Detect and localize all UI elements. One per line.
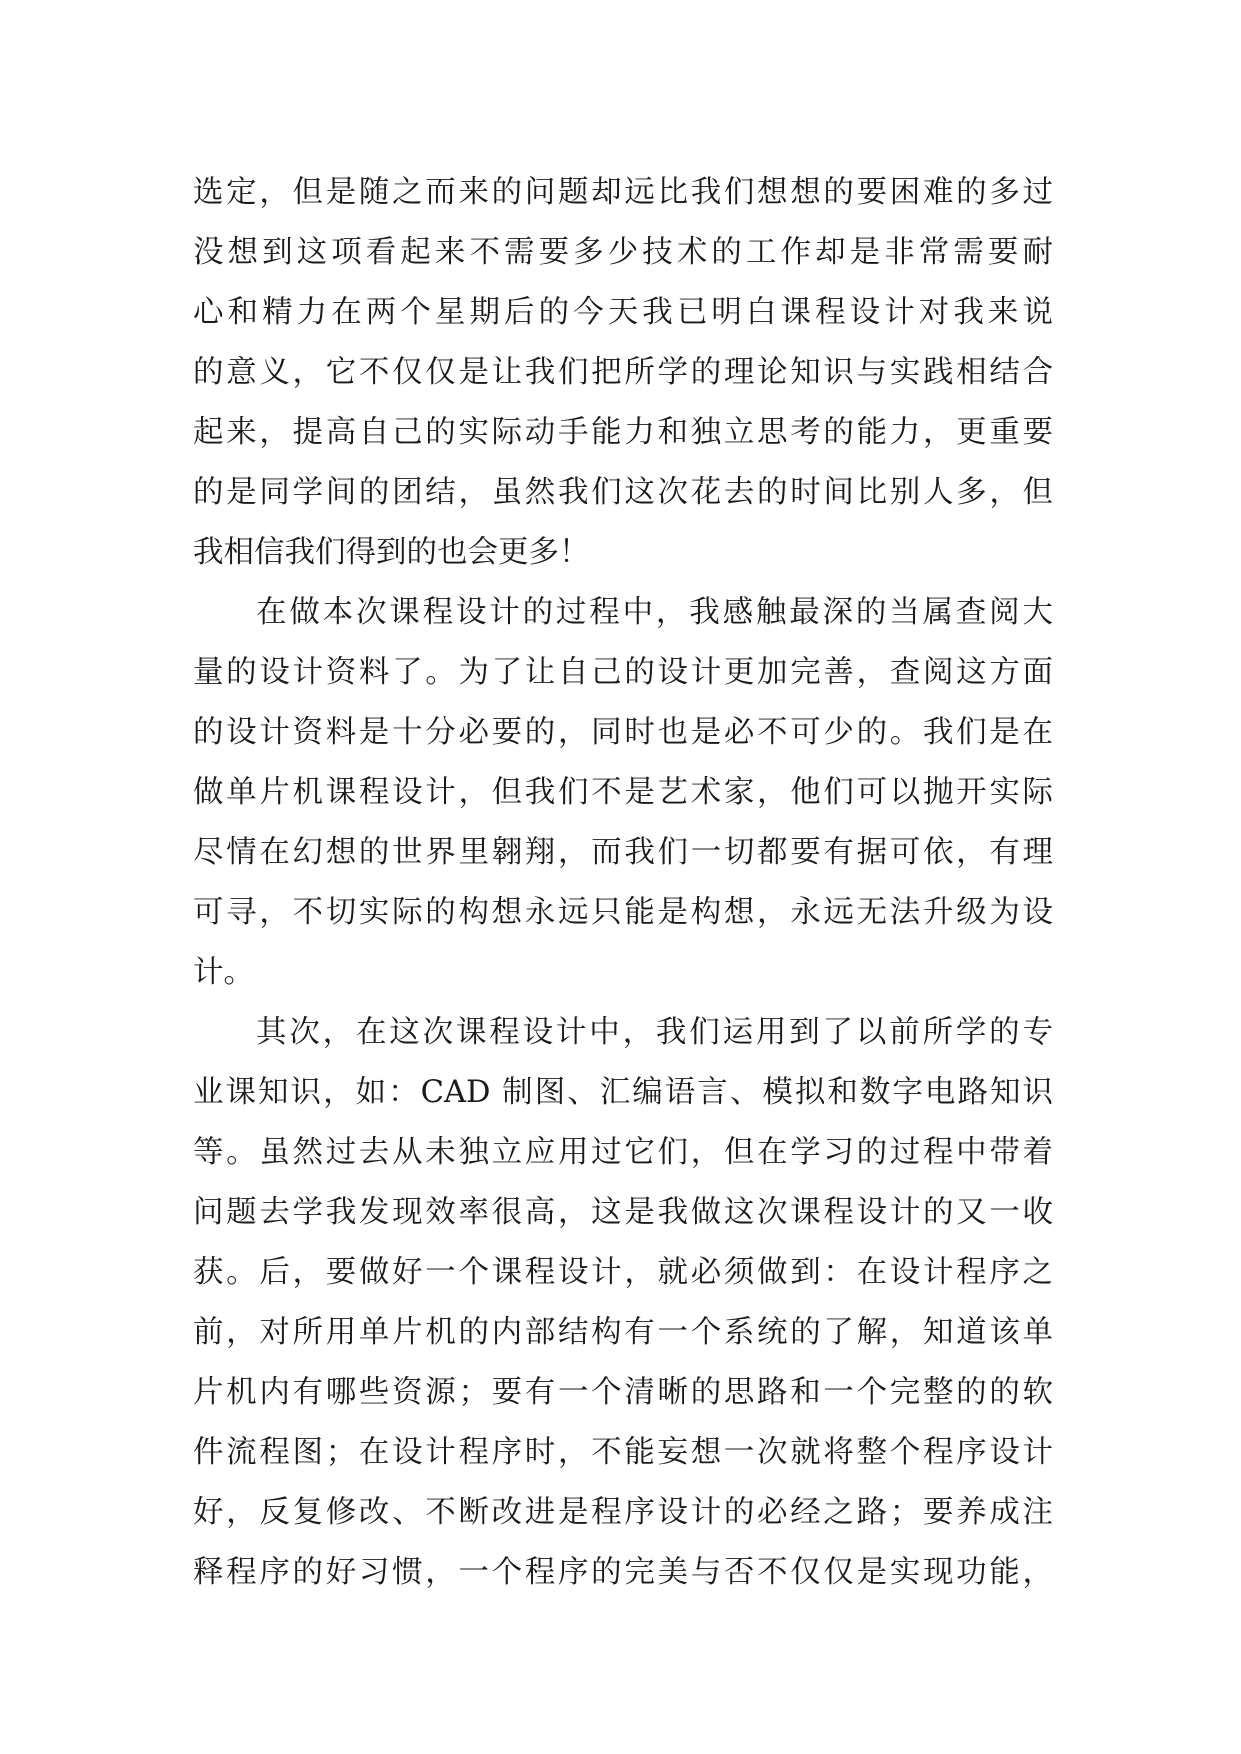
text-line: 获。后，要做好一个课程设计，就必须做到：在设计程序之 (193, 1255, 1053, 1290)
text-line: 片机内有哪些资源；要有一个清晰的思路和一个完整的的软 (193, 1375, 1053, 1410)
text-line: 的意义，它不仅仅是让我们把所学的理论知识与实践相结合 (193, 355, 1053, 390)
text-line: 的设计资料是十分必要的，同时也是必不可少的。我们是在 (193, 715, 1053, 750)
text-line: 我相信我们得到的也会更多！ (193, 535, 590, 570)
text-line: 尽情在幻想的世界里翱翔，而我们一切都要有据可依，有理 (193, 835, 1053, 870)
text-line: 问题去学我发现效率很高，这是我做这次课程设计的又一收 (193, 1195, 1053, 1230)
text-line: 前，对所用单片机的内部结构有一个系统的了解，知道该单 (193, 1315, 1053, 1350)
text-line: 好，反复修改、不断改进是程序设计的必经之路；要养成注 (193, 1495, 1053, 1530)
body-text (193, 163, 1053, 1603)
text-line: 做单片机课程设计，但我们不是艺术家，他们可以抛开实际 (193, 775, 1053, 810)
text-line: 其次，在这次课程设计中，我们运用到了以前所学的专 (256, 1015, 1053, 1050)
text-line: 量的设计资料了。为了让自己的设计更加完善，查阅这方面 (193, 655, 1053, 690)
text-line: 的是同学间的团结，虽然我们这次花去的时间比别人多，但 (193, 475, 1053, 510)
text-line: 选定，但是随之而来的问题却远比我们想想的要困难的多过 (193, 175, 1053, 210)
text-line: 在做本次课程设计的过程中，我感触最深的当属查阅大 (256, 595, 1053, 630)
text-line: 可寻，不切实际的构想永远只能是构想，永远无法升级为设 (193, 895, 1053, 930)
text-line: 件流程图；在设计程序时，不能妄想一次就将整个程序设计 (193, 1435, 1053, 1470)
text-line: 计。 (193, 955, 254, 990)
text-line: 心和精力在两个星期后的今天我已明白课程设计对我来说 (193, 295, 1053, 330)
text-line: 等。虽然过去从未独立应用过它们，但在学习的过程中带着 (193, 1135, 1053, 1170)
text-line: 释程序的好习惯，一个程序的完美与否不仅仅是实现功能， (193, 1555, 1053, 1590)
text-line: 没想到这项看起来不需要多少技术的工作却是非常需要耐 (193, 235, 1053, 270)
text-line: 起来，提高自己的实际动手能力和独立思考的能力，更重要 (193, 415, 1053, 450)
text-line: 业课知识，如：CAD 制图、汇编语言、模拟和数字电路知识 (193, 1075, 1053, 1110)
